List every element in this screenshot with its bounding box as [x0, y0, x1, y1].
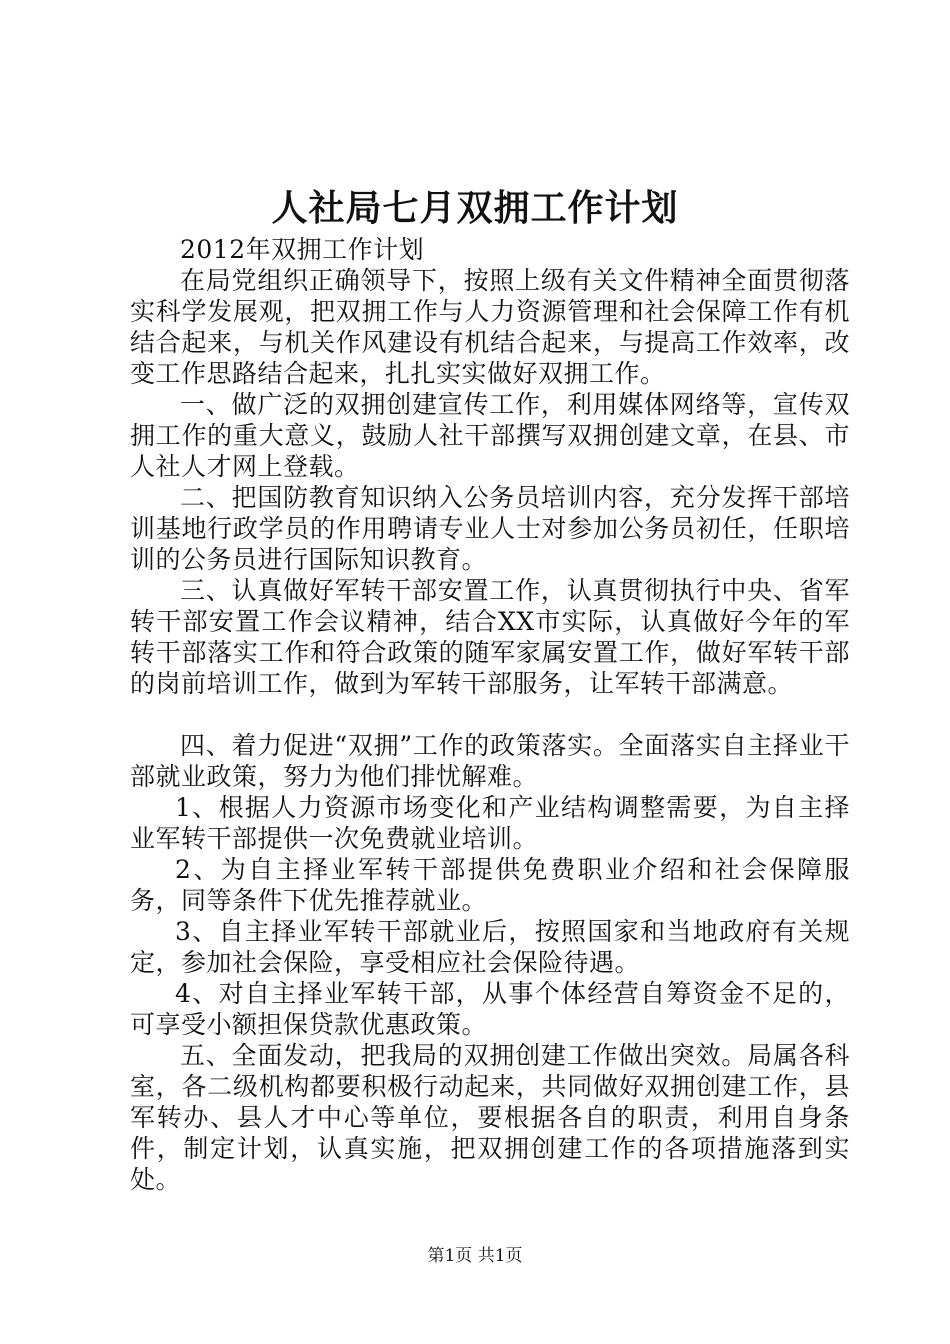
section-four-paragraph: 四、着力促进“双拥”工作的政策落实。全面落实自主择业干部就业政策，努力为他们排忧解难。	[130, 731, 850, 791]
document-body	[130, 234, 850, 1195]
subtitle-paragraph: 2012年双拥工作计划	[180, 235, 425, 264]
intro-paragraph: 在局党组织正确领导下，按照上级有关文件精神全面贯彻落实科学发展观，把双拥工作与人力资源管理和社会保障工作有机结合起来，与机关作风建设有机结合起来，与提高工作效率，改变工作思路结合起来，扎扎实实做好双拥工作。	[130, 266, 850, 388]
item-three-paragraph: 3、自主择业军转干部就业后，按照国家和当地政府有关规定，参加社会保险，享受相应社会保险待遇。	[130, 917, 850, 977]
section-one-paragraph: 一、做广泛的双拥创建宣传工作，利用媒体网络等，宣传双拥工作的重大意义，鼓励人社干部撰写双拥创建文章，在县、市人社人才网上登载。	[130, 390, 850, 481]
section-three-paragraph: 三、认真做好军转干部安置工作，认真贯彻执行中央、省军转干部安置工作会议精神，结合XX市实际，认真做好今年的军转干部落实工作和符合政策的随军家属安置工作，做好军转干部的岗前培训工作，做到为军转干部服务，让军转干部满意。	[130, 576, 850, 698]
section-two-paragraph: 二、把国防教育知识纳入公务员培训内容，充分发挥干部培训基地行政学员的作用聘请专业人士对参加公务员初任，任职培训的公务员进行国际知识教育。	[130, 483, 850, 574]
page-footer: 第1页 共1页	[427, 1246, 523, 1266]
item-four-paragraph: 4、对自主择业军转干部，从事个体经营自筹资金不足的，可享受小额担保贷款优惠政策。	[130, 979, 850, 1039]
item-two-paragraph: 2、为自主择业军转干部提供免费职业介绍和社会保障服务，同等条件下优先推荐就业。	[130, 855, 850, 915]
section-five-paragraph: 五、全面发动，把我局的双拥创建工作做出突效。局属各科室，各二级机构都要积极行动起来，共同做好双拥创建工作，县军转办、县人才中心等单位，要根据各自的职责，利用自身条件，制定计划，认真实施，把双拥创建工作的各项措施落到实处。	[130, 1041, 850, 1194]
item-one-paragraph: 1、根据人力资源市场变化和产业结构调整需要，为自主择业军转干部提供一次免费就业培训。	[130, 793, 850, 853]
document-title: 人社局七月双拥工作计划	[271, 187, 679, 229]
